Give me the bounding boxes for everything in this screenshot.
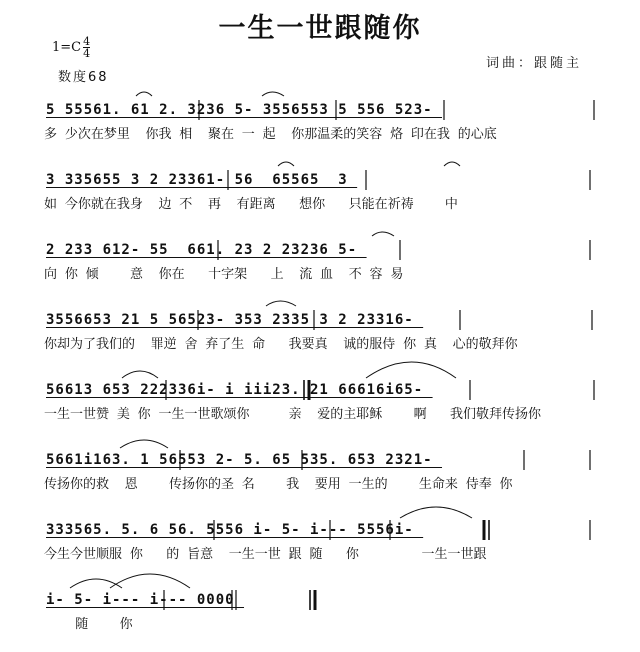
- notation-line: 3556653 21 5 56523- 353 2335 3 2 23316-: [46, 312, 424, 328]
- lyric-line: 向 你 倾 意 你在 十字架 上 流 血 不 容 易: [44, 267, 404, 282]
- time-beats: 4: [83, 35, 91, 48]
- score-system-1: [40, 100, 600, 162]
- lyric-line: 你却为了我们的 罪逆 舍 弃了生 命 我要真 诚的服侍 你 真 心的敬拜你: [44, 337, 518, 352]
- score-system-7: [40, 520, 600, 582]
- score-system-8: [40, 590, 600, 652]
- score-system-2: [40, 170, 600, 232]
- lyric-line: 今生今世顺服 你 的 旨意 一生一世 跟 随 你 一生一世跟: [44, 547, 487, 562]
- notation-line: i- 5- i--- i--- 0000: [46, 592, 245, 608]
- score-system-5: [40, 380, 600, 442]
- lyric-line: 随 你: [44, 617, 133, 632]
- lyric-line: 传扬你的救 恩 传扬你的圣 名 我 要用 一生的 生命来 侍奉 你: [44, 477, 513, 492]
- notation-line: 3 335655 3 2 23361- 56 65565 3: [46, 172, 358, 188]
- time-signature: [83, 36, 90, 59]
- lyric-line: 如 今你就在我身 边 不 再 有距离 想你 只能在祈祷 中: [44, 197, 458, 212]
- song-title: 一生一世跟随你: [218, 13, 422, 44]
- notation-line: 5661i163. 1 56553 2- 5. 65 535. 653 2321-: [46, 452, 443, 468]
- notation-line: 2 233 612- 55 661. 23 2 23236 5-: [46, 242, 367, 258]
- lyric-line: 一生一世赞 美 你 一生一世歌颂你 亲 爱的主耶稣 啊 我们敬拜传扬你: [44, 407, 542, 422]
- lyric-line: 多 少次在梦里 你我 相 聚在 一 起 你那温柔的笑容 烙 印在我 的心底: [44, 127, 497, 142]
- notation-line: 333565. 5. 6 56. 5556 i- 5- i--- 5556i-: [46, 522, 424, 538]
- key-signature: [52, 36, 90, 59]
- key-label: 1=C: [52, 40, 82, 55]
- composer-credit: 词曲：跟随主: [486, 56, 583, 71]
- notation-line: 56613 653 222336i- i iii23. 21 66616i65-: [46, 382, 433, 398]
- score-system-6: [40, 450, 600, 512]
- score-system-4: [40, 310, 600, 372]
- notation-line: 5 55561. 61 2. 3236 5- 3556553 5 556 523-: [46, 102, 443, 118]
- time-unit: 4: [83, 47, 91, 60]
- score-system-3: [40, 240, 600, 302]
- tempo-marking: 数度68: [58, 70, 109, 85]
